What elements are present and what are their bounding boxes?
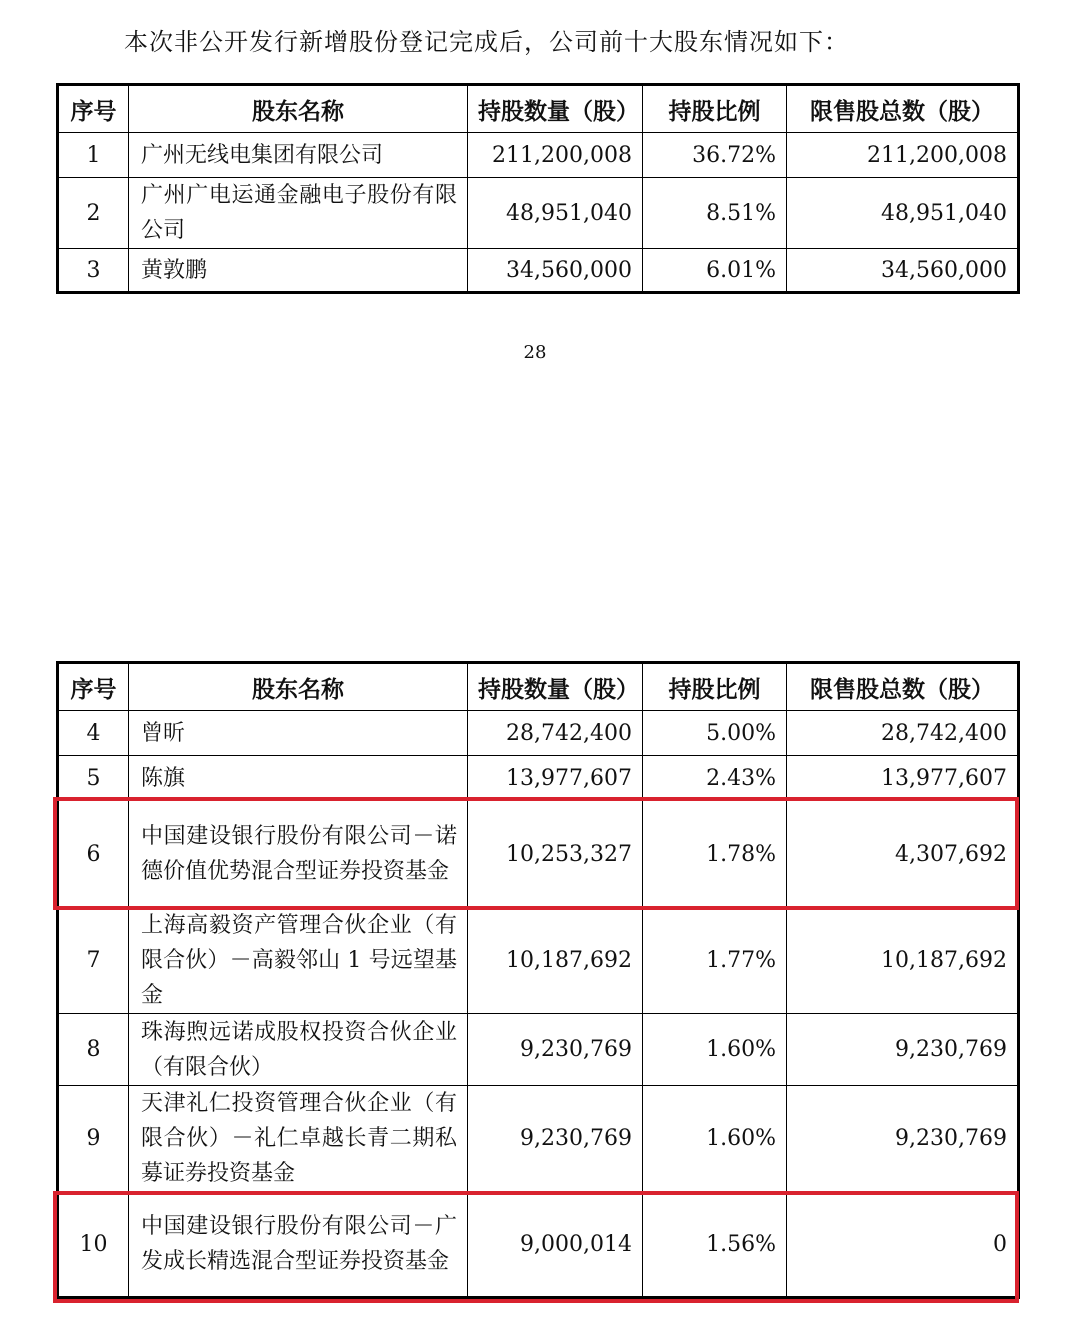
cell-ratio: 1.56% [643,1192,787,1298]
cell-restricted: 9,230,769 [787,1086,1019,1192]
cell-shares: 13,977,607 [468,756,643,801]
cell-shares: 10,253,327 [468,801,643,908]
cell-restricted: 4,307,692 [787,801,1019,908]
cell-name: 中国建设银行股份有限公司－广发成长精选混合型证券投资基金 [129,1192,468,1298]
header-name: 股东名称 [129,663,468,711]
cell-restricted: 48,951,040 [787,178,1019,249]
cell-ratio: 5.00% [643,711,787,756]
cell-shares: 34,560,000 [468,249,643,293]
cell-shares: 9,230,769 [468,1014,643,1086]
header-shares: 持股数量（股） [468,85,643,133]
cell-ratio: 2.43% [643,756,787,801]
cell-restricted: 9,230,769 [787,1014,1019,1086]
cell-name: 曾昕 [129,711,468,756]
cell-name: 陈旗 [129,756,468,801]
cell-shares: 9,230,769 [468,1086,643,1192]
header-ratio: 持股比例 [643,663,787,711]
cell-restricted: 13,977,607 [787,756,1019,801]
cell-restricted: 211,200,008 [787,133,1019,178]
cell-restricted: 0 [787,1192,1019,1298]
table-row [58,249,1019,293]
cell-ratio: 1.78% [643,801,787,908]
header-seq: 序号 [58,85,129,133]
cell-seq: 9 [58,1086,129,1192]
table-row [58,908,1019,1014]
cell-seq: 8 [58,1014,129,1086]
cell-seq: 10 [58,1192,129,1298]
cell-name: 广州无线电集团有限公司 [129,133,468,178]
cell-restricted: 28,742,400 [787,711,1019,756]
header-shares: 持股数量（股） [468,663,643,711]
cell-ratio: 6.01% [643,249,787,293]
cell-ratio: 36.72% [643,133,787,178]
cell-seq: 5 [58,756,129,801]
cell-ratio: 1.60% [643,1086,787,1192]
cell-name: 珠海煦远诺成股权投资合伙企业（有限合伙） [129,1014,468,1086]
header-restricted: 限售股总数（股） [787,663,1019,711]
cell-seq: 6 [58,801,129,908]
cell-seq: 4 [58,711,129,756]
cell-ratio: 1.77% [643,908,787,1014]
header-name: 股东名称 [129,85,468,133]
table-header-row [58,663,1019,711]
shareholders-table-part1 [56,83,1020,294]
highlight-box-row-10 [53,1191,1019,1303]
table-row [58,178,1019,249]
intro-text: 本次非公开发行新增股份登记完成后，公司前十大股东情况如下： [124,28,849,56]
header-ratio: 持股比例 [643,85,787,133]
header-restricted: 限售股总数（股） [787,85,1019,133]
table-row [58,1086,1019,1192]
cell-name: 中国建设银行股份有限公司－诺德价值优势混合型证券投资基金 [129,801,468,908]
cell-name: 天津礼仁投资管理合伙企业（有限合伙）－礼仁卓越长青二期私募证券投资基金 [129,1086,468,1192]
header-seq: 序号 [58,663,129,711]
cell-seq: 7 [58,908,129,1014]
highlight-box-row-6 [53,797,1019,910]
table-row [58,711,1019,756]
cell-shares: 9,000,014 [468,1192,643,1298]
page-number: 28 [523,342,547,363]
cell-shares: 211,200,008 [468,133,643,178]
cell-name: 黄敦鹏 [129,249,468,293]
table-row [58,756,1019,801]
table-row [58,1014,1019,1086]
cell-name: 上海高毅资产管理合伙企业（有限合伙）－高毅邻山 1 号远望基金 [129,908,468,1014]
table-row [58,133,1019,178]
cell-shares: 28,742,400 [468,711,643,756]
cell-restricted: 10,187,692 [787,908,1019,1014]
cell-seq: 2 [58,178,129,249]
cell-restricted: 34,560,000 [787,249,1019,293]
cell-seq: 3 [58,249,129,293]
cell-name: 广州广电运通金融电子股份有限公司 [129,178,468,249]
table-header-row [58,85,1019,133]
cell-shares: 10,187,692 [468,908,643,1014]
cell-ratio: 8.51% [643,178,787,249]
cell-ratio: 1.60% [643,1014,787,1086]
cell-shares: 48,951,040 [468,178,643,249]
cell-seq: 1 [58,133,129,178]
